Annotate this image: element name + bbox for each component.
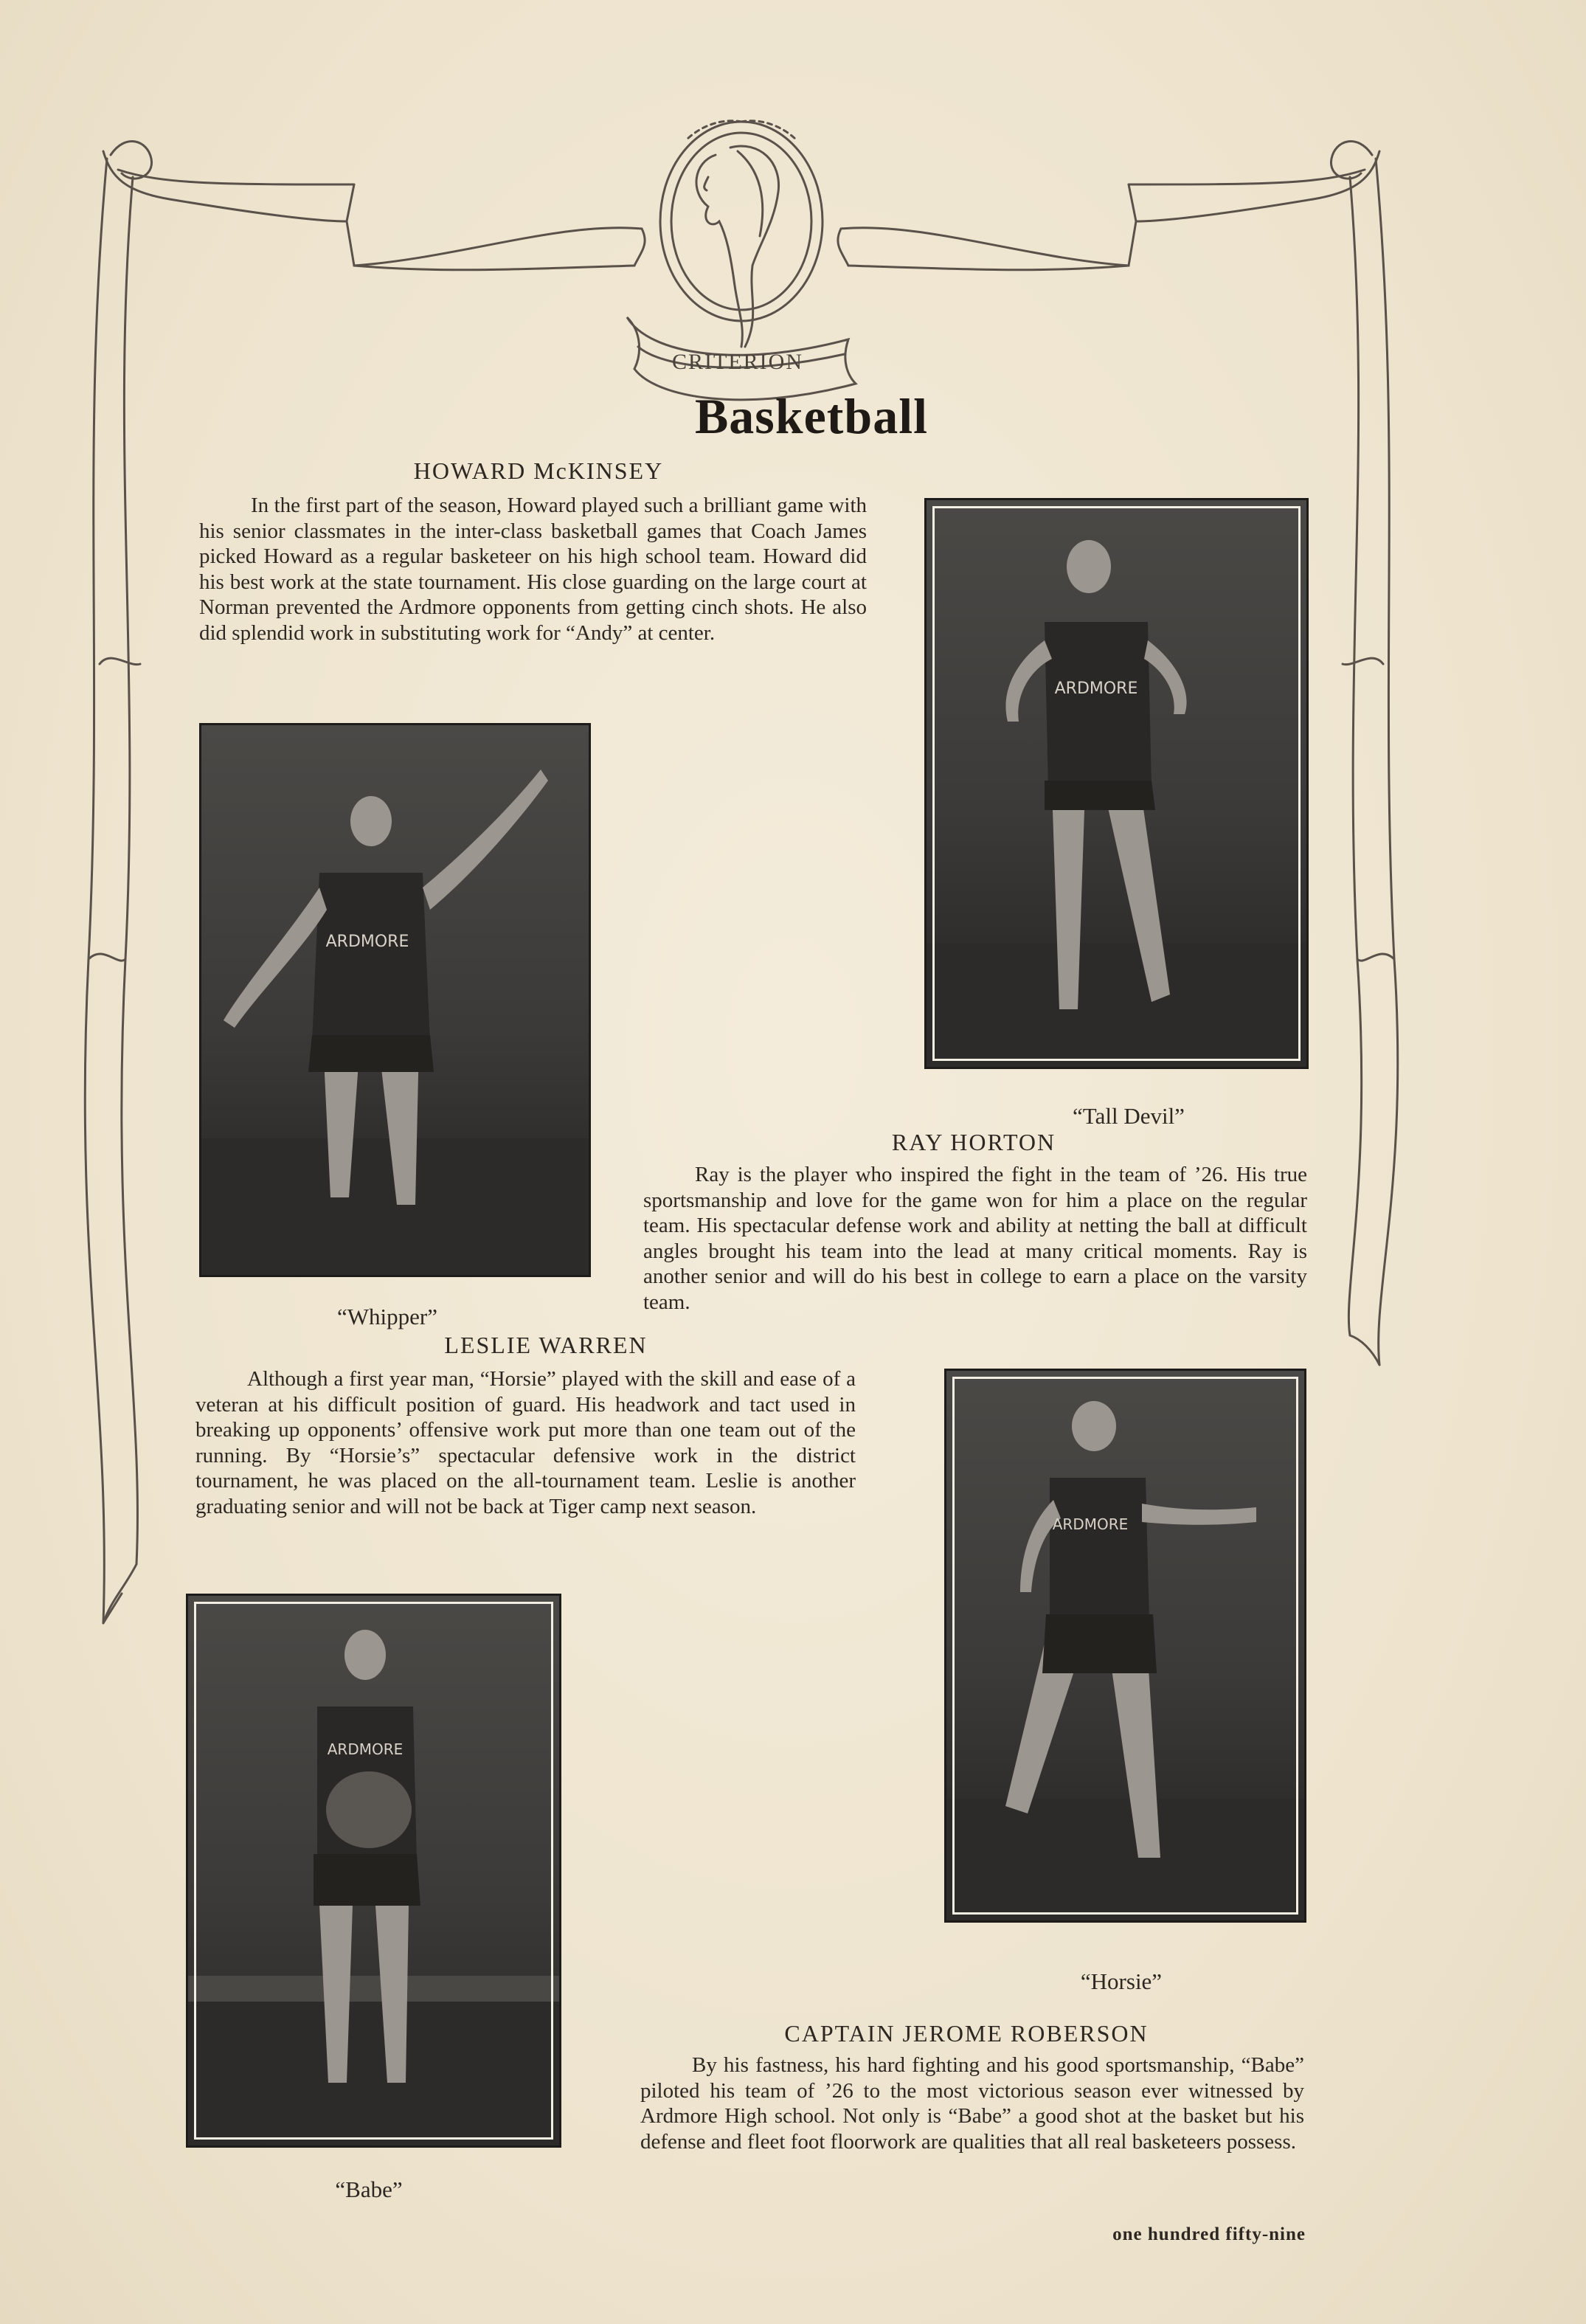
- jersey-lettering: ARDMORE: [327, 1740, 404, 1758]
- emblem-label: CRITERION: [672, 350, 803, 374]
- player-photo-horsie: [944, 1369, 1306, 1923]
- player-heading-jerome: CAPTAIN JEROME ROBERSON: [784, 2020, 1149, 2047]
- jersey-lettering: ARDMORE: [1052, 1515, 1129, 1533]
- player-heading-ray: RAY HORTON: [891, 1129, 1056, 1155]
- player-paragraph-howard: In the first part of the season, Howard played such a brilliant game with his senior classmates in the inter-class basketball games that Coach James picked Howard as a regular basketeer on his high school team. Howard did his best work at the state tournament. His close guarding on the large court at Norman prevented the Ardmore opponents from getting cinch shots. He also did splendid work in substituting work for “Andy” at center.: [199, 494, 867, 645]
- page-title: Basketball: [694, 388, 929, 444]
- page-number: one hundred fifty-nine: [1112, 2224, 1306, 2244]
- player-nickname-babe: “Babe”: [335, 2176, 403, 2202]
- player-photo-babe: [186, 1594, 561, 2148]
- player-paragraph-leslie: Although a first year man, “Horsie” played with the skill and ease of a veteran at his difficult position of guard. His headwork and tact used in breaking up opponents’ offensive work put more than one team out of the running. By “Horsie’s” spectacular defensive work in the district tournament, he was placed on the all-tournament team. Leslie is another graduating senior and will not be back at Tiger camp next season.: [195, 1367, 856, 1518]
- player-photo-tall-devil: [924, 498, 1309, 1069]
- jersey-lettering: ARDMORE: [1054, 679, 1138, 698]
- jersey-lettering: ARDMORE: [325, 933, 409, 951]
- player-nickname-tall-devil: “Tall Devil”: [1073, 1103, 1185, 1129]
- player-paragraph-ray: Ray is the player who inspired the fight in the team of ’26. His true sportsmanship and love for the game won for him a place on the regular team. His spectacular defense work and ability at netting the ball at difficult angles brought his team into the lead at many critical moments. Ray is another senior and will do his best in college to earn a place on the varsity team.: [643, 1163, 1307, 1314]
- player-heading-leslie: LESLIE WARREN: [444, 1332, 648, 1358]
- player-nickname-horsie: “Horsie”: [1080, 1968, 1163, 1994]
- player-photo-whipper: [199, 723, 591, 1277]
- player-nickname-whipper: “Whipper”: [337, 1304, 437, 1329]
- player-heading-howard: HOWARD McKINSEY: [413, 457, 664, 484]
- player-paragraph-jerome: By his fastness, his hard fighting and his good sportsmanship, “Babe” piloted his team of ’26 to the most victorious season ever witnessed by Ardmore High school. Not only is “Babe” a good shot at the basket but his defense and fleet foot floorwork are qualities that all real basketeers possess.: [640, 2053, 1304, 2154]
